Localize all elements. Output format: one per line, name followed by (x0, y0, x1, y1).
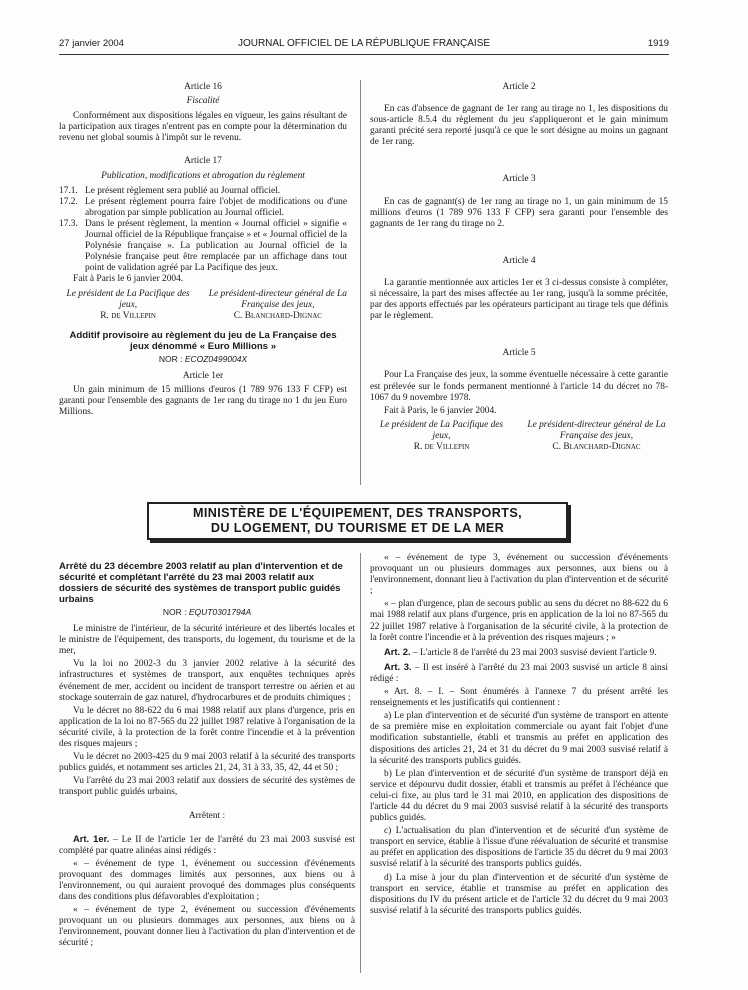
article-heading: Article 17 (184, 156, 222, 167)
arretent-heading: Arrêtent : (188, 810, 226, 821)
paragraph: Art. 2. – L'article 8 de l'arrêté du 23 mai 2003 susvisé devient l'article 9. (384, 645, 657, 658)
column-divider (360, 80, 361, 485)
bullet-item: « – événement de type 3, événement ou succession d'événements provoquant un ou plusieurs dommages aux personnes, aux biens ou à l'environnement, donnant lieu à l'activation du plan d'intervention et de sécurité ; (370, 553, 668, 597)
header-page-number: 1919 (647, 38, 669, 49)
signatures (59, 289, 347, 322)
done-at: Fait à Paris, le 6 janvier 2004. (384, 405, 497, 416)
header-date: 27 janvier 2004 (59, 38, 124, 49)
paragraph: a) Le plan d'intervention et de sécurité d'un système de transport en attente de sa première mise en exploitation commerciale ou ayant fait l'objet d'une modification substantielle, établi et transmis au préfet en application des dispositions des articles 21, 24 et 31 du décret du 9 mai 2003 susvisé relatif à la sécurité des transports publics guidés. (370, 711, 668, 766)
numbered-item: 17.1. Le présent règlement sera publié au Journal officiel. (59, 185, 281, 196)
signature-role: Le président-directeur général de La Française des jeux, (527, 419, 666, 441)
nor-reference: NOR : EQUT0301794A (162, 607, 252, 617)
article-heading: Article 2 (502, 82, 536, 92)
paragraph: Pour La Française des jeux, la somme éventuelle nécessaire à cette garantie est prélevée sur le fonds permanent mentionné à l'article 14 du décret no 78-1067 du 9 novembre 1978. (370, 370, 668, 403)
column-4 (370, 553, 668, 919)
signature-role: Le président de La Pacifique des jeux, (379, 419, 504, 441)
arrete-title: Arrêté du 23 décembre 2003 relatif au plan d'intervention et de sécurité et complétant l'arrêté du 23 mai 2003 relatif aux dossiers de sécurité des systèmes de transport public guidés urbains (59, 561, 343, 605)
bullet-item: « – plan d'urgence, plan de secours public au sens du décret no 88-622 du 6 mai 1988 relatif aux plans d'urgence, pris en application de la loi no 87-565 du 22 juillet 1987 relative à l'organisation de la sécurité civile, à la protection de la forêt contre l'incendie et à la prévention des risques majeurs ; » (370, 599, 668, 643)
paragraph: Vu l'arrêté du 23 mai 2003 relatif aux dossiers de sécurité des systèmes de transport public guidés urbains, (59, 776, 355, 798)
paragraph: Vu le décret no 2003-425 du 9 mai 2003 relatif à la sécurité des transports publics guidés, et notamment ses articles 21, 24, 31 à 33, 35, 42, 44 et 50 ; (59, 752, 355, 774)
article-title: Fiscalité (186, 96, 220, 107)
paragraph: « Art. 8. – I. – Sont énumérés à l'annexe 7 du présent arrêté les renseignements et les justificatifs qui contiennent : (370, 687, 668, 709)
column-3 (59, 553, 355, 952)
numbered-item: 17.3. Dans le présent règlement, la mention « Journal officiel » signifie « Journal officiel de la République française » et « Journal officiel de la Polynésie française ». La publication au Journal officiel de la Polynésie française peut être remplacée par un affichage dans tout point de validation agréé par La Pacifique des jeux. (59, 218, 347, 274)
paragraph: b) Le plan d'intervention et de sécurité d'un système de transport déjà en service et dépourvu dudit dossier, établi et transmis au préfet à l'échéance que celui-ci fixe, au plus tard le 31 mai 2010, en application des dispositions de l'article 44 du décret du 9 mai 2003 susvisé relatif à la sécurité des transports publics guidés. (370, 768, 668, 824)
article-heading: Article 4 (502, 255, 536, 266)
ministry-banner (147, 502, 568, 540)
signature-name: C. Blanchard-Dignac (233, 310, 322, 321)
signature-role: Le président de La Pacifique des jeux, (66, 288, 190, 310)
signatures (370, 420, 668, 453)
page-header (59, 38, 669, 52)
article-heading: Article 5 (502, 348, 536, 359)
paragraph: Un gain minimum de 15 millions d'euros (1 789 976 133 F CFP) est garanti pour l'ensemble des gagnants de 1er rang du tirage no 1 du jeu Euro Millions. (59, 384, 347, 418)
ministry-line: DU LOGEMENT, DU TOURISME ET DE LA MER (210, 521, 505, 535)
paragraph: d) La mise à jour du plan d'intervention et de sécurité d'un système de transport en service, établie et transmise au préfet en application des dispositions du IV du présent article et de l'article 32 du décret du 9 mai 2003 susvisé relatif à la sécurité des transports publics guidés. (370, 872, 668, 916)
bullet-item: « – événement de type 2, événement ou succession d'événements provoquant un ou plusieurs dommages aux personnes, aux biens ou à l'environnement, pouvant donner lieu à l'activation du plan d'intervention et de sécurité ; (59, 905, 355, 949)
paragraph: Vu le décret no 88-622 du 6 mai 1988 relatif aux plans d'urgence, pris en application de la loi no 87-565 du 22 juillet 1987 relative à l'organisation de la sécurité civile, à la protection de la forêt contre l'incendie et à la prévention des risques majeurs ; (59, 705, 355, 750)
column-1 (59, 80, 347, 420)
paragraph: c) L'actualisation du plan d'intervention et de sécurité d'un système de transport en service, établie à l'issue d'une réévaluation de sécurité et transmise au préfet en application des dispositions de l'article 35 du décret du 9 mai 2003 susvisé relatif à la sécurité des transports publics guidés. (370, 826, 668, 870)
paragraph: Le ministre de l'intérieur, de la sécurité intérieure et des libertés locales et le ministre de l'équipement, des transports, du logement, du tourisme et de la mer, (59, 624, 355, 657)
article-heading: Article 3 (502, 174, 536, 185)
ministry-line: MINISTÈRE DE L'ÉQUIPEMENT, DES TRANSPORTS, (192, 506, 523, 520)
signature-role: Le président-directeur général de La Française des jeux, (208, 288, 347, 310)
header-journal-title: JOURNAL OFFICIEL DE LA RÉPUBLIQUE FRANÇAISE (237, 38, 491, 49)
paragraph: Art. 1er. – Le II de l'article 1er de l'arrêté du 23 mai 2003 susvisé est complété par quatre alinéas ainsi rédigés : (59, 832, 355, 856)
article-heading: Article 16 (184, 82, 222, 92)
column-divider (360, 553, 361, 973)
paragraph: Art. 3. – Il est inséré à l'arrêté du 23 mai 2003 susvisé un article 8 ainsi rédigé : (370, 660, 668, 684)
bullet-item: « – événement de type 1, événement ou succession d'événements provoquant des dommages limités aux personnes, aux biens ou à l'environnement, ou qui auraient provoqué des dommages plus conséquents dans des conditions plus défavorables d'exploitation ; (59, 858, 355, 903)
signature-name: R. de Villepin (100, 310, 156, 321)
signature-name: C. Blanchard-Dignac (552, 441, 641, 452)
signature-name: R. de Villepin (413, 441, 470, 452)
article-title: Publication, modifications et abrogation du règlement (101, 170, 305, 181)
paragraph: En cas d'absence de gagnant de 1er rang au tirage no 1, les dispositions du sous-article 8.5.4 du règlement du jeu s'appliqueront et le gain minimum garanti précité sera reporté jusqu'à ce que le sort désigne au moins un gagnant de 1er rang. (370, 104, 668, 148)
header-rule (59, 54, 669, 55)
column-2 (370, 80, 668, 453)
paragraph: La garantie mentionnée aux articles 1er et 3 ci-dessus consiste à compléter, si nécessaire, la part des mises affectée au 1er rang, jusqu'à la somme précitée, par des apports effectués par les opérateurs participant au tirage tels que définis par le règlement. (370, 277, 668, 322)
done-at: Fait à Paris le 6 janvier 2004. (73, 274, 184, 285)
numbered-item: 17.2. Le présent règlement pourra faire l'objet de modifications ou d'une abrogation par simple publication au Journal officiel. (59, 196, 347, 218)
paragraph: En cas de gagnant(s) de 1er rang au tirage no 1, un gain minimum de 15 millions d'euros (1 789 976 133 F CFP) sera garanti pour l'ensemble des gagnants de 1er rang du tirage no 2. (370, 196, 668, 229)
paragraph: Vu la loi no 2002-3 du 3 janvier 2002 relative à la sécurité des infrastructures et systèmes de transport, aux enquêtes techniques après événement de mer, accident ou incident de transport terrestre ou aérien et au stockage souterrain de gaz naturel, d'hydrocarbures et de produits chimiques ; (59, 659, 355, 703)
additif-title: Additif provisoire au règlement du jeu de La Française des jeux dénommé « Euro Millions » (69, 329, 337, 352)
article-heading: Article 1er (182, 370, 224, 381)
nor-reference: NOR : ECOZ0499004X (158, 353, 248, 364)
paragraph: Conformément aux dispositions légales en vigueur, les gains résultant de la participation aux tirages n'entrent pas en compte pour la détermination du revenu net global soumis à l'impôt sur le revenu. (59, 111, 347, 144)
